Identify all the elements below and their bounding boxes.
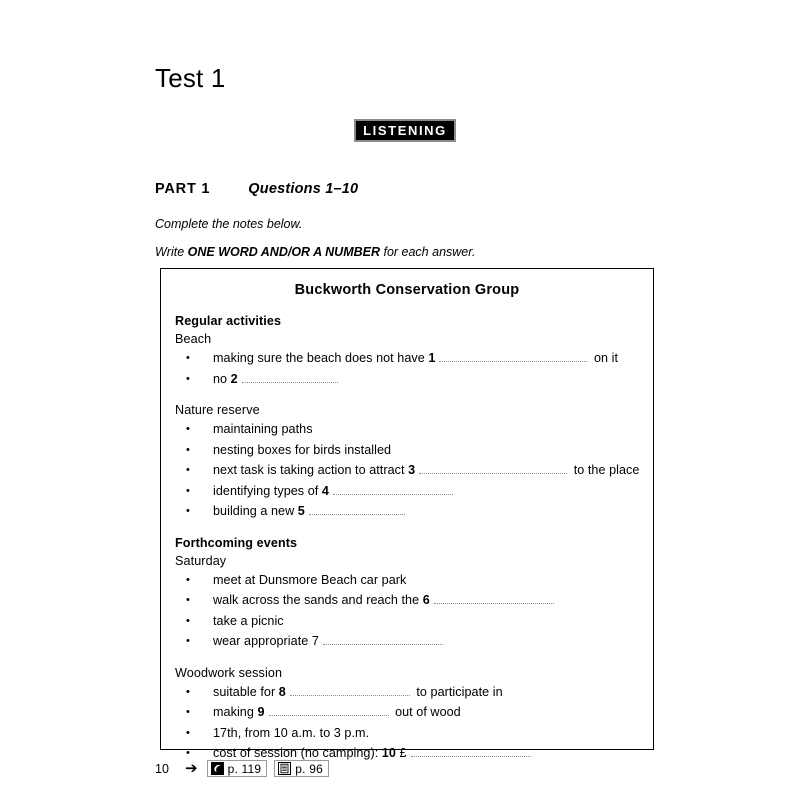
answer-blank[interactable] — [419, 464, 567, 474]
part-heading — [155, 180, 358, 198]
answer-blank[interactable] — [323, 635, 443, 645]
reference-tag-book[interactable] — [274, 760, 329, 777]
note-bullet-item — [175, 611, 639, 632]
notes-title: Buckworth Conservation Group — [294, 282, 520, 298]
bullet-text: take a picnic — [213, 613, 284, 628]
instruction-line-1: Complete the notes below. — [155, 217, 303, 231]
section-subheading: Saturday — [175, 553, 227, 568]
answer-blank[interactable] — [290, 685, 410, 695]
question-number: 5 — [297, 504, 305, 518]
note-bullet-item — [175, 682, 639, 703]
question-number: 6 — [422, 593, 430, 607]
answer-blank[interactable] — [333, 484, 453, 494]
section-heading: Forthcoming events — [175, 535, 298, 550]
note-bullet-item — [175, 501, 639, 522]
note-bullet-list — [175, 419, 639, 522]
answer-blank[interactable] — [242, 372, 338, 382]
part-label: PART 1 — [155, 181, 211, 197]
note-bullet-item — [175, 631, 639, 652]
notes-box — [160, 268, 654, 760]
arrow-right-icon: ➔ — [185, 759, 198, 777]
bullet-text: next task is taking action to attract — [213, 463, 409, 477]
bullet-trailing-text: to participate in — [412, 684, 503, 699]
note-bullet-item — [175, 481, 639, 502]
question-number: 10 — [381, 746, 396, 760]
question-number: 4 — [321, 483, 329, 498]
bullet-text: building a new — [213, 504, 298, 518]
reference-tag-book-label: p. 96 — [295, 761, 323, 776]
page-title: Test 1 — [155, 63, 226, 93]
note-bullet-item — [175, 419, 639, 440]
note-bullet-item — [175, 590, 639, 611]
instruction-emphasis: ONE WORD AND/OR A NUMBER — [187, 245, 380, 259]
section-heading: Nature reserve — [175, 403, 260, 417]
section-spacer — [175, 389, 639, 401]
bullet-trailing-text: out of wood — [391, 705, 461, 719]
section-spacer — [175, 652, 639, 664]
question-number: 8 — [278, 684, 286, 699]
note-bullet-item — [175, 369, 639, 390]
question-number: 3 — [408, 463, 416, 477]
bullet-text: nesting boxes for birds installed — [213, 442, 392, 457]
answer-blank[interactable] — [269, 706, 389, 716]
note-bullet-list — [175, 682, 639, 764]
instruction-line-2 — [155, 244, 475, 260]
bullet-text: cost of session (no camping): — [213, 746, 382, 760]
section-heading: Woodwork session — [175, 665, 283, 680]
page-number: 10 — [155, 761, 169, 776]
bullet-text: wear appropriate — [213, 634, 312, 648]
note-bullet-item — [175, 702, 639, 723]
note-bullet-item — [175, 723, 639, 744]
bullet-text: 17th, from 10 a.m. to 3 p.m. — [213, 725, 370, 740]
note-bullet-list — [175, 570, 639, 652]
bullet-text: maintaining paths — [213, 422, 313, 436]
bullet-text: no — [213, 371, 231, 386]
listening-badge-label: LISTENING — [363, 123, 447, 138]
notes-content — [161, 312, 653, 764]
part-questions-range: Questions 1–10 — [248, 181, 359, 197]
note-bullet-list — [175, 348, 639, 389]
section-spacer — [175, 522, 639, 534]
answer-blank[interactable] — [434, 594, 554, 604]
question-number: 2 — [230, 371, 238, 386]
bullet-text: walk across the sands and reach the — [213, 593, 423, 607]
section-subheading: Beach — [175, 332, 212, 346]
audio-disc-icon — [211, 762, 224, 775]
page-footer — [155, 760, 336, 777]
bullet-text: suitable for — [213, 684, 279, 699]
bullet-trailing-text: on it — [590, 351, 619, 365]
bullet-text: making sure the beach does not have — [213, 351, 429, 365]
book-page-icon — [278, 762, 291, 775]
instruction-prefix: Write — [155, 245, 188, 259]
question-number: 1 — [428, 351, 436, 365]
answer-blank[interactable] — [411, 747, 531, 757]
question-number: 7 — [311, 634, 319, 648]
note-bullet-item — [175, 348, 639, 369]
answer-blank[interactable] — [439, 352, 587, 362]
reference-tag-audio-label: p. 119 — [227, 761, 262, 776]
instruction-suffix: for each answer. — [380, 245, 476, 259]
section-heading: Regular activities — [175, 314, 282, 328]
question-number: 9 — [257, 705, 265, 719]
bullet-trailing-text: to the place — [570, 463, 640, 477]
listening-badge — [354, 119, 456, 142]
bullet-text: identifying types of — [213, 483, 322, 498]
bullet-text: making — [213, 705, 258, 719]
bullet-mid-text: £ — [395, 746, 407, 760]
note-bullet-item — [175, 460, 639, 481]
bullet-text: meet at Dunsmore Beach car park — [213, 572, 407, 587]
reference-tag-audio[interactable] — [207, 760, 268, 777]
note-bullet-item — [175, 440, 639, 461]
answer-blank[interactable] — [309, 505, 405, 515]
note-bullet-item — [175, 570, 639, 591]
